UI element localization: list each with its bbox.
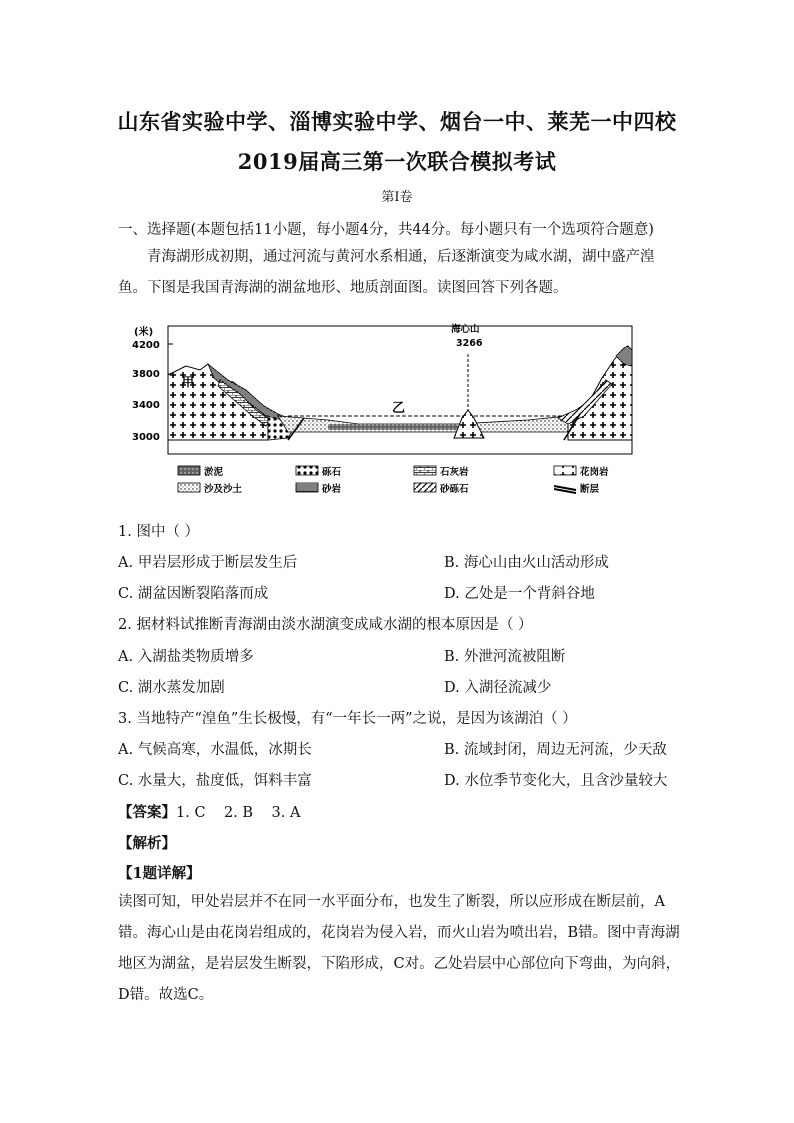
question-2-stem: 2. 据材料试推断青海湖由淡水湖演变成咸水湖的根本原因是（ ） [118, 617, 533, 633]
legend-sandy-gravel: 砂砾石 [440, 484, 469, 495]
cross-section-svg [128, 320, 648, 500]
instructions: 一、选择题(本题包括11小题，每小题4分，共44分。每小题只有一个选项符合题意) [118, 222, 654, 238]
answer-text: 1. C 2. B 3. A [176, 805, 301, 821]
answer-label: 【答案】 [118, 804, 176, 821]
question-1-option-c: C. 湖盆因断裂陷落而成 [118, 586, 269, 602]
analysis-label: 【解析】 [118, 835, 176, 852]
y-tick-3000: 3000 [132, 432, 160, 443]
label-yi: 乙 [392, 401, 406, 416]
answer-line [118, 801, 300, 822]
question-2-option-c: C. 湖水蒸发加剧 [118, 680, 225, 696]
question-3-option-d: D. 水位季节变化大，且含沙量较大 [444, 773, 668, 789]
y-tick-3400: 3400 [132, 400, 160, 411]
y-axis-unit: (米) [134, 327, 154, 338]
question-1-stem: 1. 图中（ ） [118, 524, 200, 540]
question-1-option-a: A. 甲岩层形成于断层发生后 [118, 555, 298, 571]
title-line-2: 2019届高三第一次联合模拟考试 [237, 149, 557, 174]
question-3-option-a: A. 气候高寒，水温低，冰期长 [118, 742, 312, 758]
title-line-1: 山东省实验中学、淄博实验中学、烟台一中、莱芜一中四校 [117, 109, 677, 134]
legend-sandstone: 砂岩 [322, 484, 342, 495]
peak-name: 海心山 [451, 324, 480, 335]
question-2-option-a: A. 入湖盐类物质增多 [118, 649, 254, 665]
question-2-option-d: D. 入湖径流减少 [444, 680, 552, 696]
legend-limestone: 石灰岩 [440, 467, 469, 478]
legend-granite: 花岗岩 [580, 467, 609, 478]
peak-height: 3266 [456, 338, 483, 349]
question-3-option-b: B. 流域封闭，周边无河流，少天敌 [444, 742, 667, 758]
y-tick-3800: 3800 [132, 369, 160, 380]
question-2-option-b: B. 外泄河流被阻断 [444, 649, 566, 665]
question-1-option-b: B. 海心山由火山活动形成 [444, 555, 609, 571]
legend-fault: 断层 [580, 484, 600, 495]
question-1-option-d: D. 乙处是一个背斜谷地 [444, 586, 595, 602]
legend-gravel: 砾石 [322, 467, 342, 478]
section-label: 第I卷 [381, 190, 413, 205]
geologic-cross-section-figure [128, 320, 648, 500]
legend-sand: 沙及沙土 [204, 484, 243, 495]
label-jia: 甲 [182, 375, 195, 389]
intro-paragraph: 青海湖形成初期，通过河流与黄河水系相通，后逐渐演变为咸水湖，湖中盛产湟鱼。下图是我国青海湖的湖盆地形、地质剖面图。读图回答下列各题。 [118, 249, 655, 296]
detail-paragraph: 读图可知，甲处岩层并不在同一水平面分布，也发生了断裂，所以应形成在断层前，A错。海心山是由花岗岩组成的，花岗岩为侵入岩，而火山岩为喷出岩，B错。图中青海湖地区为湖盆，是岩层发生断裂，下陷形成，C对。乙处岩层中心部位向下弯曲，为向斜，D错。故选C。 [118, 894, 681, 1003]
y-tick-4200: 4200 [132, 340, 160, 351]
question-3-stem: 3. 当地特产“湟鱼”生长极慢，有“一年长一两”之说，是因为该湖泊（ ） [118, 711, 577, 727]
detail-label: 【1题详解】 [118, 865, 201, 882]
legend-silt: 淤泥 [204, 467, 224, 478]
question-3-option-c: C. 水量大，盐度低，饵料丰富 [118, 773, 312, 789]
